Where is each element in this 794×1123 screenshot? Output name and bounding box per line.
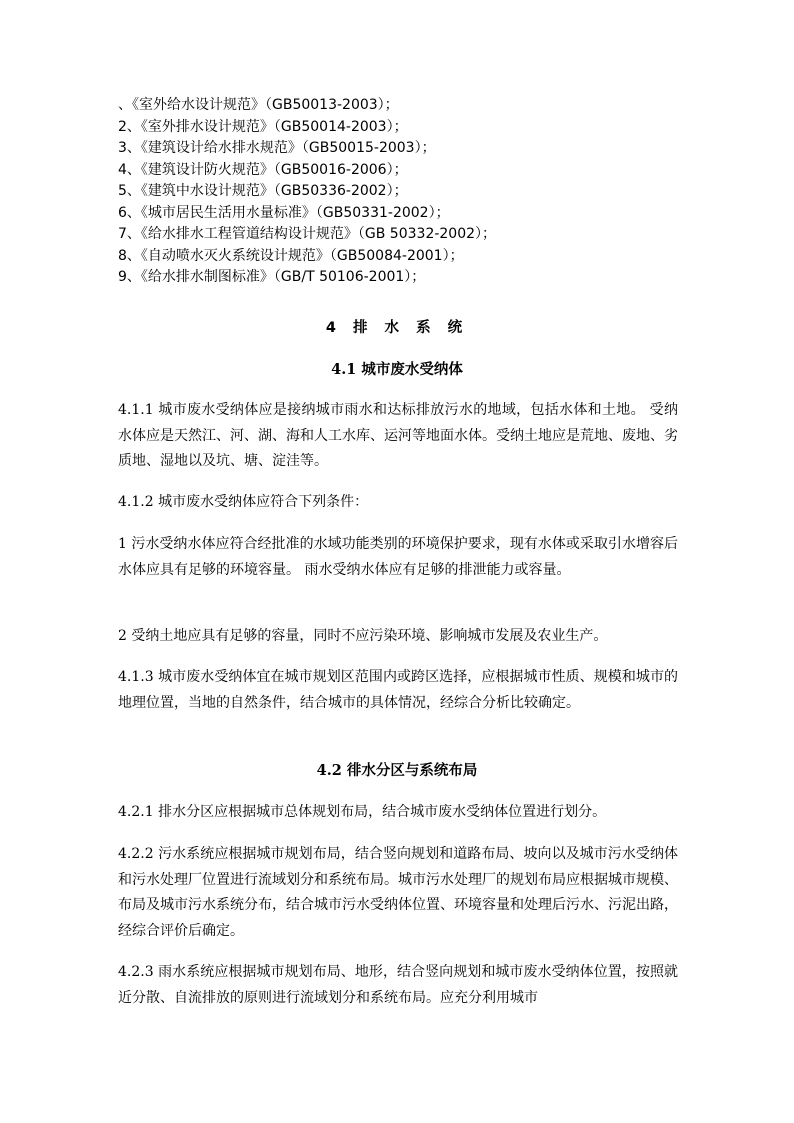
paragraph-4-1-2-item-2: 2 受纳土地应具有足够的容量，同时不应污染环境、影响城市发展及农业生产。	[118, 628, 608, 644]
reference-item: 5、《建筑中水设计规范》（GB50336-2002）；	[118, 183, 408, 199]
paragraph-4-2-3: 4.2.3 雨水系统应根据城市规划布局、地形，结合竖向规划和城市废水受纳体位置，按照就近分散、自流排放的原则进行流域划分和系统布局。应充分利用城市	[118, 964, 678, 1006]
paragraph-4-1-2-item-1: 1 污水受纳水体应符合经批准的水域功能类别的环境保护要求，现有水体或采取引水增容后水体应具有足够的环境容量。 雨水受纳水体应有足够的排泄能力或容量。	[118, 536, 678, 578]
reference-item: 7、《给水排水工程管道结构设计规范》（GB 50332-2002）；	[118, 226, 497, 242]
reference-item: 9、《给水排水制图标准》（GB/T 50106-2001）；	[118, 269, 426, 285]
section-title-4-2: 4.2 徘水分区与系统布局	[316, 762, 478, 779]
section-title-4-1: 4.1 城市废水受纳体	[331, 361, 463, 378]
paragraph-4-2-2: 4.2.2 污水系统应根据城市规划布局，结合竖向规划和道路布局、坡向以及城市污水受纳体和污水处理厂位置进行流域划分和系统布局。城市污水处理厂的规划布局应根据城市规模、布局及城市污水系统分布，结合城市污水受纳体位置、环境容量和处理后污水、污泥出路，经综合评价后确定。	[118, 846, 678, 939]
reference-item: 6、《城市居民生活用水量标准》（GB50331-2002）；	[118, 204, 450, 221]
reference-item: 、《室外给水设计规范》（GB50013-2003）；	[118, 97, 399, 113]
reference-item: 3、《建筑设计给水排水规范》（GB50015-2003）；	[118, 140, 436, 156]
reference-list	[118, 95, 678, 289]
paragraph-4-1-2: 4.1.2 城市废水受纳体应符合下列条件：	[118, 494, 369, 510]
paragraph-4-1-3: 4.1.3 城市废水受纳体宜在城市规划区范围内或跨区选择，应根据城市性质、规模和城市的地理位置，当地的自然条件，结合城市的具体情况，经综合分析比较确定。	[118, 669, 678, 711]
reference-item: 4、《建筑设计防火规范》（GB50016-2006）；	[118, 161, 408, 178]
paragraph-4-1-1: 4.1.1 城市废水受纳体应是接纳城市雨水和达标排放污水的地域，包括水体和土地。 受纳水体应是天然江、河、湖、海和人工水库、运河等地面水体。受纳土地应是荒地、废地、劣质地、湿地以及坑、塘、淀洼等。	[118, 402, 678, 469]
paragraph-4-2-1: 4.2.1 排水分区应根据城市总体规划布局，结合城市废水受纳体位置进行划分。	[118, 804, 607, 820]
chapter-title: 4 排 水 系 统	[325, 320, 469, 336]
reference-item: 8、《自动喷水灭火系统设计规范》（GB50084-2001）；	[118, 247, 464, 264]
reference-item: 2、《室外排水设计规范》（GB50014-2003）；	[118, 118, 408, 135]
